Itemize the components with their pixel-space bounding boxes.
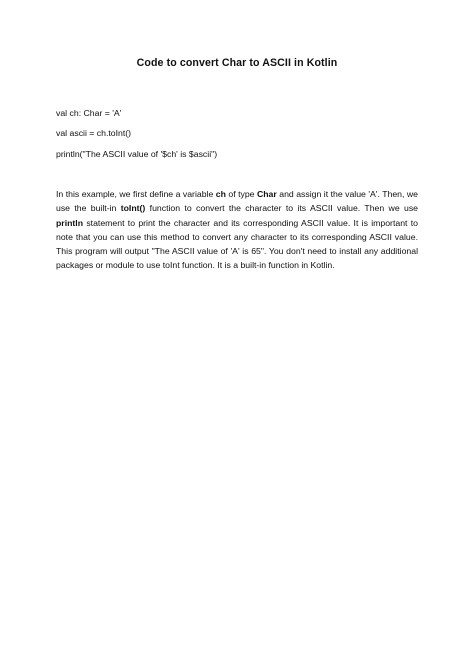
paragraph-bold-char: Char xyxy=(256,189,277,199)
paragraph-bold-println: println xyxy=(56,217,84,228)
document-title: Code to convert Char to ASCII in Kotlin xyxy=(136,57,338,69)
paragraph-text-2: of type xyxy=(225,189,257,199)
code-line-2: val ascii = ch.toInt() xyxy=(56,128,132,138)
paragraph-bold-ch: ch xyxy=(215,189,226,199)
paragraph-text-4: function to convert the character to its ASCII value. Then we use xyxy=(145,203,419,214)
explanation-paragraph xyxy=(56,187,418,273)
paragraph-text-5: statement to print the character and its corresponding ASCII value. It is important to note that you can use this method to convert any character to its corresponding ASCII value. This program will output "The ASCII value of 'A' is 65". You don't need to install any additional packages or module to use toInt function. It is a built-in function in Kotlin. xyxy=(56,217,418,271)
code-line-1: val ch: Char = 'A' xyxy=(56,108,122,118)
paragraph-text-3: and assign it the value 'A'. Then, we use the built-in xyxy=(56,189,418,214)
code-line-3: println("The ASCII value of '$ch' is $ascii") xyxy=(56,149,218,159)
paragraph-text-1: In this example, we first define a variable xyxy=(56,189,216,199)
paragraph-bold-toint: toInt() xyxy=(120,203,146,214)
